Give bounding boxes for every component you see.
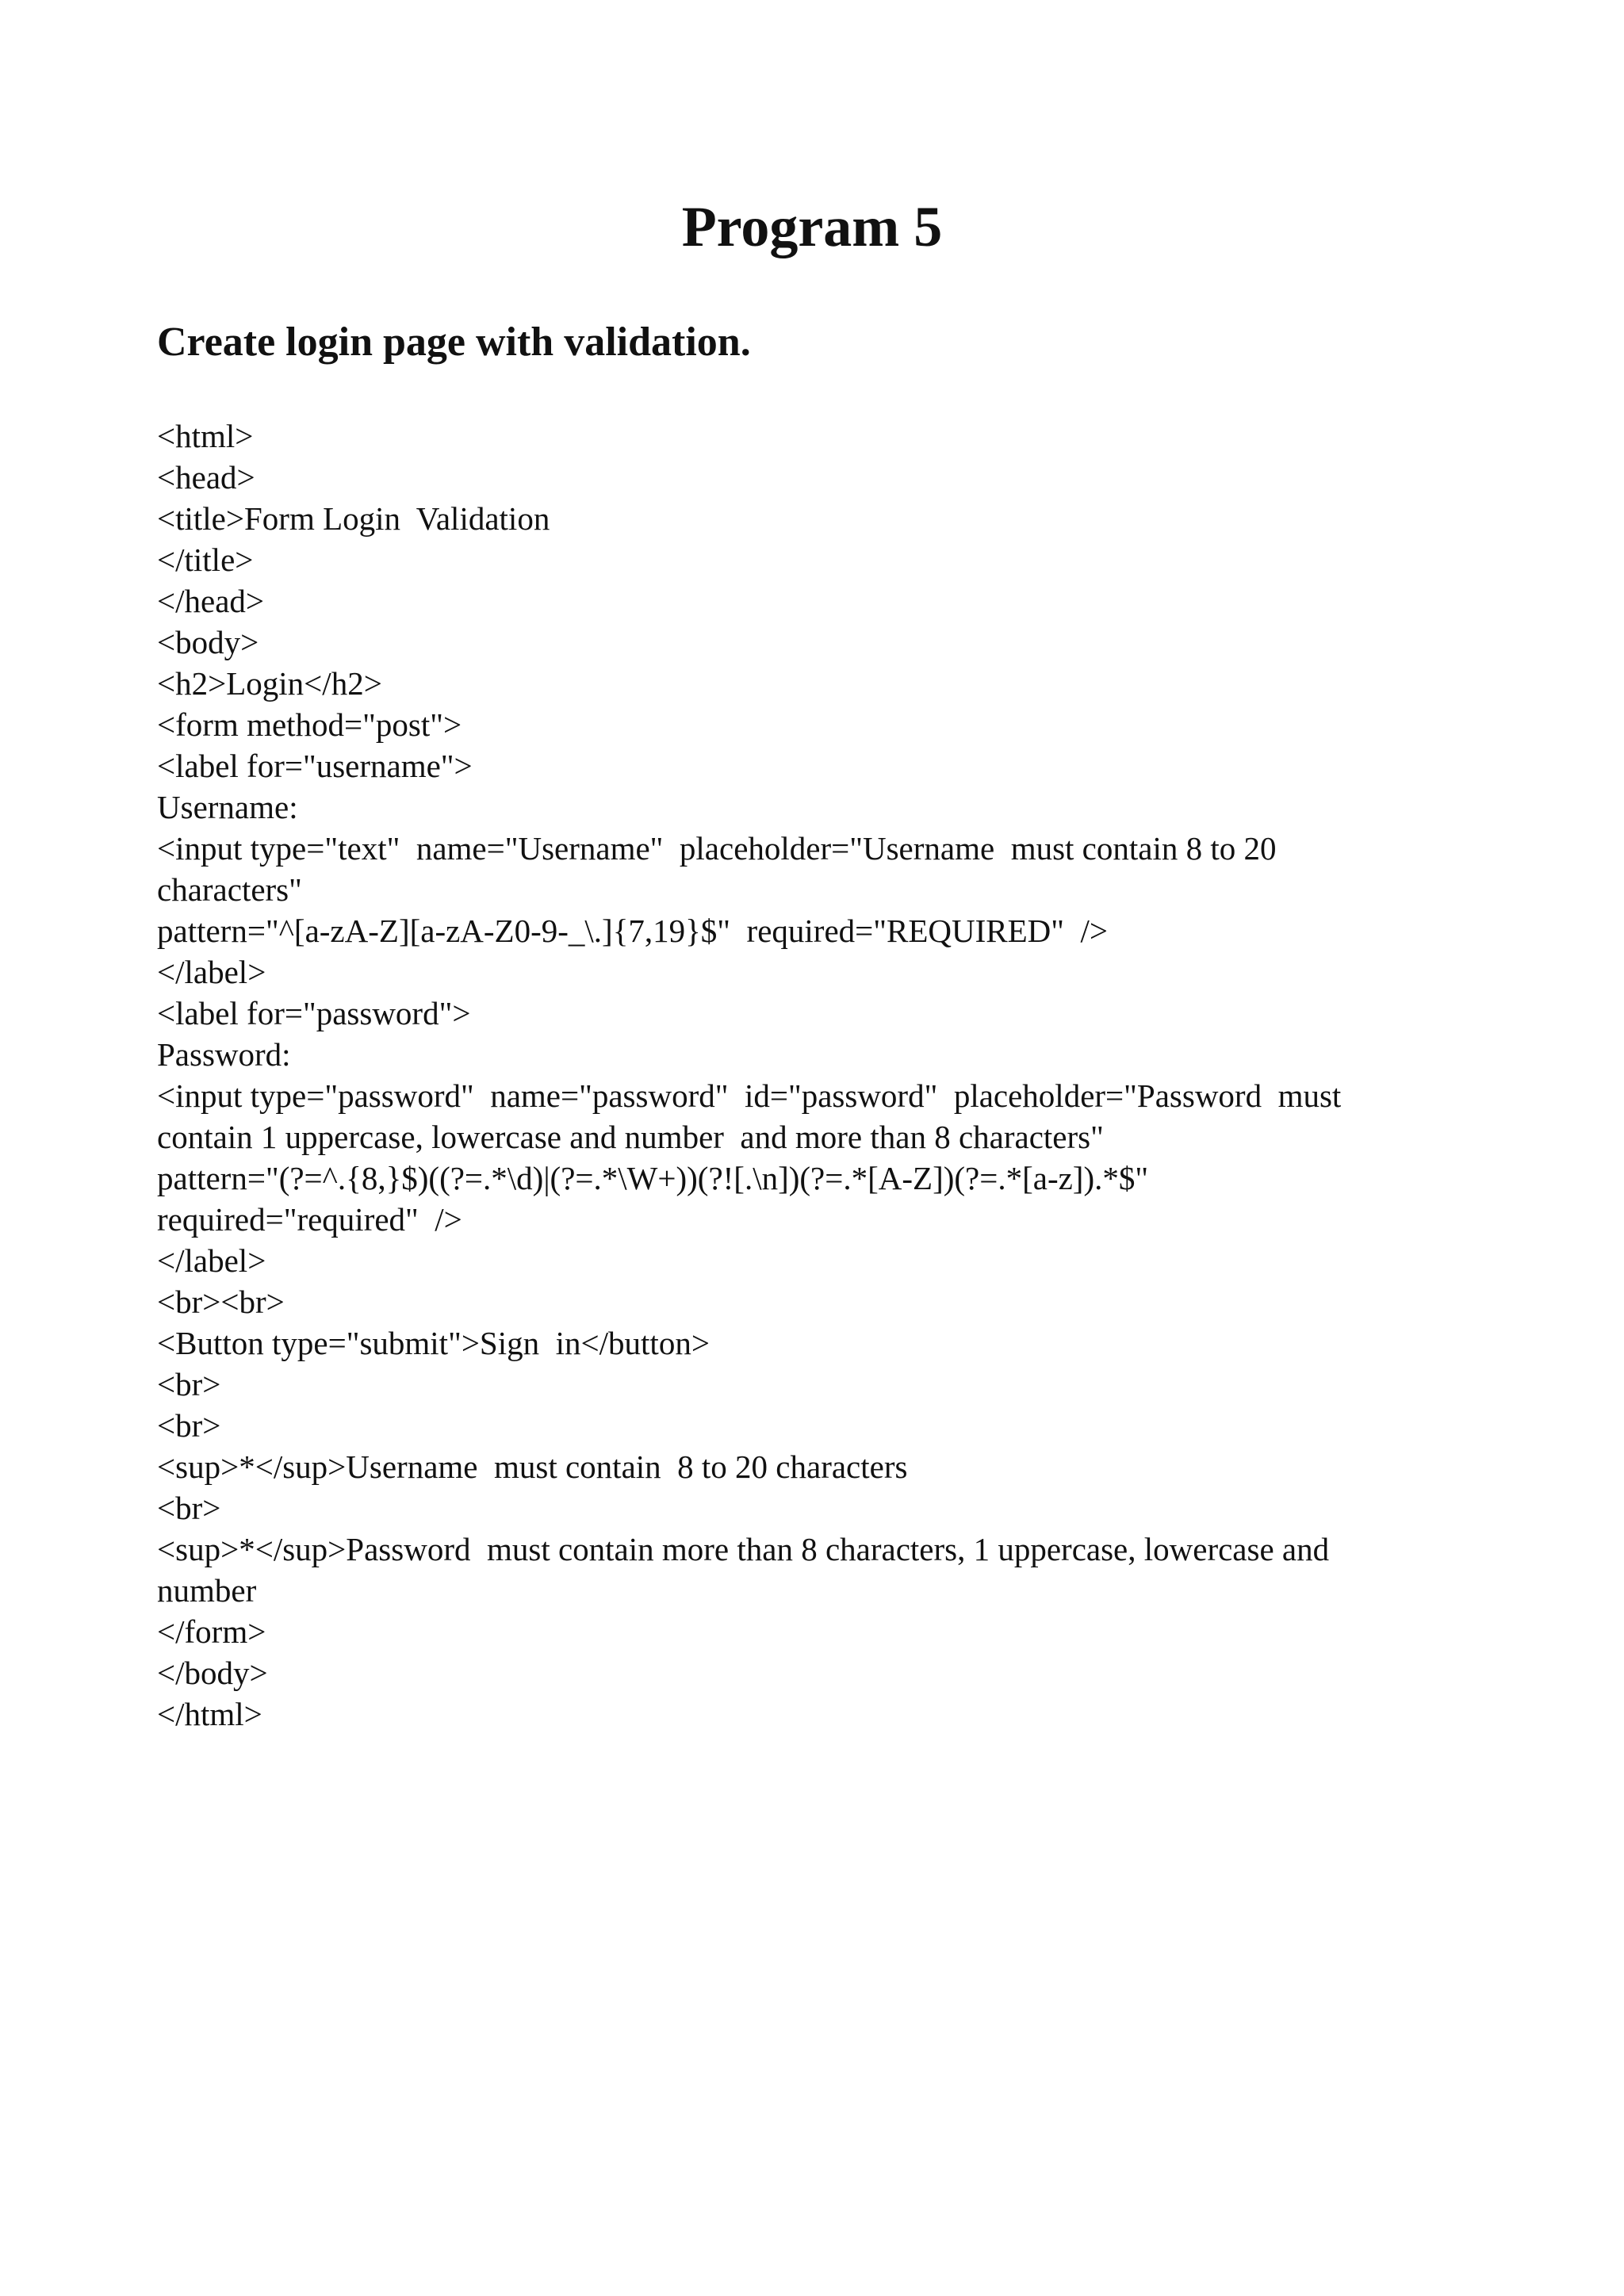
code-line: </label> (157, 1242, 266, 1279)
code-line: <html> (157, 418, 254, 454)
code-line: <input type="password" name="password" id="password" placeholder="Password must (157, 1077, 1342, 1114)
code-line: Username: (157, 789, 298, 825)
code-line: </label> (157, 954, 266, 990)
code-listing (157, 415, 1457, 1735)
code-line: <br><br> (157, 1284, 285, 1320)
code-line: Password: (157, 1036, 291, 1073)
code-line: </body> (157, 1655, 268, 1691)
code-line: <sup>*</sup>Username must contain 8 to 20 characters (157, 1448, 908, 1485)
code-line: <br> (157, 1407, 221, 1444)
code-line: <h2>Login</h2> (157, 665, 382, 702)
code-line: number (157, 1572, 257, 1609)
code-line: required="required" /> (157, 1201, 462, 1238)
task-heading: Create login page with validation. (157, 320, 751, 365)
code-line: <head> (157, 459, 255, 496)
page-title: Program 5 (681, 195, 943, 258)
code-line: <label for="password"> (157, 995, 471, 1031)
code-line: pattern="^[a-zA-Z][a-zA-Z0-9-_\.]{7,19}$" required="REQUIRED" /> (157, 913, 1109, 949)
code-line: </form> (157, 1613, 266, 1650)
code-line: <br> (157, 1490, 221, 1526)
code-line: <input type="text" name="Username" placeholder="Username must contain 8 to 20 (157, 830, 1277, 867)
code-line: </title> (157, 541, 254, 578)
code-line: </html> (157, 1696, 262, 1732)
code-line: <br> (157, 1366, 221, 1402)
code-line: <title>Form Login Validation (157, 500, 550, 537)
code-line: pattern="(?=^.{8,}$)((?=.*\d)|(?=.*\W+))(?![.\n])(?=.*[A-Z])(?=.*[a-z]).*$" (157, 1160, 1149, 1196)
code-line: <label for="username"> (157, 748, 473, 784)
code-line: <sup>*</sup>Password must contain more than 8 characters, 1 uppercase, lowercase and (157, 1531, 1330, 1567)
code-line: <form method="post"> (157, 706, 462, 743)
code-line: </head> (157, 583, 265, 619)
code-line: characters" (157, 871, 302, 908)
code-line: contain 1 uppercase, lowercase and number and more than 8 characters" (157, 1119, 1104, 1155)
code-line: <Button type="submit">Sign in</button> (157, 1325, 710, 1361)
code-line: <body> (157, 624, 259, 660)
